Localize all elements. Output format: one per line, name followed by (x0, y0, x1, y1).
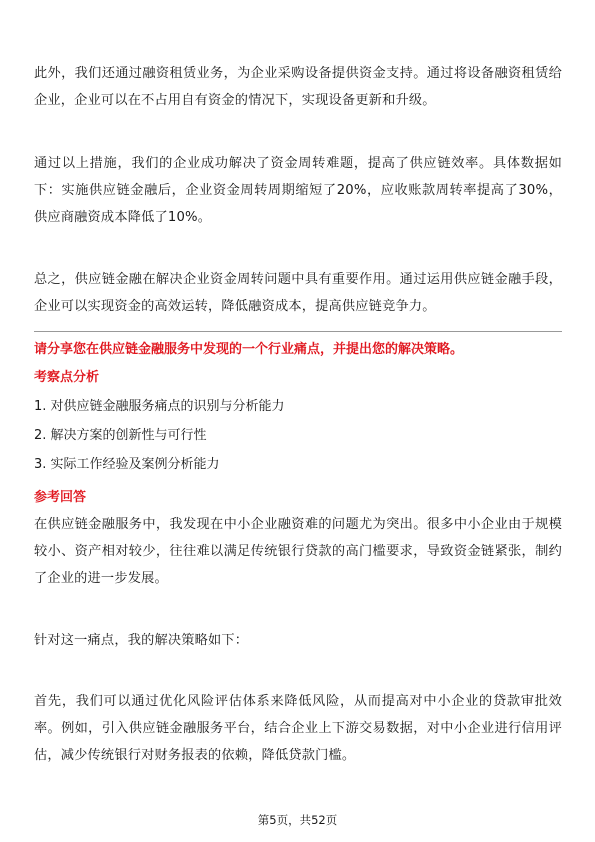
paragraph-results: 通过以上措施，我们的企业成功解决了资金周转难题，提高了供应链效率。具体数据如下：实施供应链金融后，企业资金周转周期缩短了20%，应收账款周转率提高了30%，供应商融资成本降低了10%。 (34, 156, 562, 225)
answer-paragraph-strategy-intro: 针对这一痛点，我的解决策略如下： (34, 633, 249, 648)
analysis-heading: 考察点分析 (34, 370, 100, 385)
paragraph-summary: 总之，供应链金融在解决企业资金周转问题中具有重要作用。通过运用供应链金融手段，企业可以实现资金的高效运转，降低融资成本，提高供应链竞争力。 (34, 272, 562, 314)
section-divider (34, 331, 562, 332)
analysis-item: 2. 解决方案的创新性与可行性 (34, 428, 207, 443)
answer-heading: 参考回答 (34, 490, 87, 505)
analysis-item: 3. 实际工作经验及案例分析能力 (34, 457, 220, 472)
analysis-item: 1. 对供应链金融服务痛点的识别与分析能力 (34, 399, 285, 414)
answer-paragraph-first-strategy: 首先，我们可以通过优化风险评估体系来降低风险，从而提高对中小企业的贷款审批效率。例如，引入供应链金融服务平台，结合企业上下游交易数据，对中小企业进行信用评估，减少传统银行对财务报表的依赖，降低贷款门槛。 (34, 694, 562, 763)
interview-question: 请分享您在供应链金融服务中发现的一个行业痛点，并提出您的解决策略。 (34, 342, 464, 357)
paragraph-leasing: 此外，我们还通过融资租赁业务，为企业采购设备提供资金支持。通过将设备融资租赁给企业，企业可以在不占用自有资金的情况下，实现设备更新和升级。 (34, 66, 562, 108)
answer-paragraph-painpoint: 在供应链金融服务中，我发现在中小企业融资难的问题尤为突出。很多中小企业由于规模较小、资产相对较少，往往难以满足传统银行贷款的高门槛要求，导致资金链紧张，制约了企业的进一步发展。 (34, 517, 562, 586)
page-number-footer: 第5页，共52页 (257, 813, 338, 827)
